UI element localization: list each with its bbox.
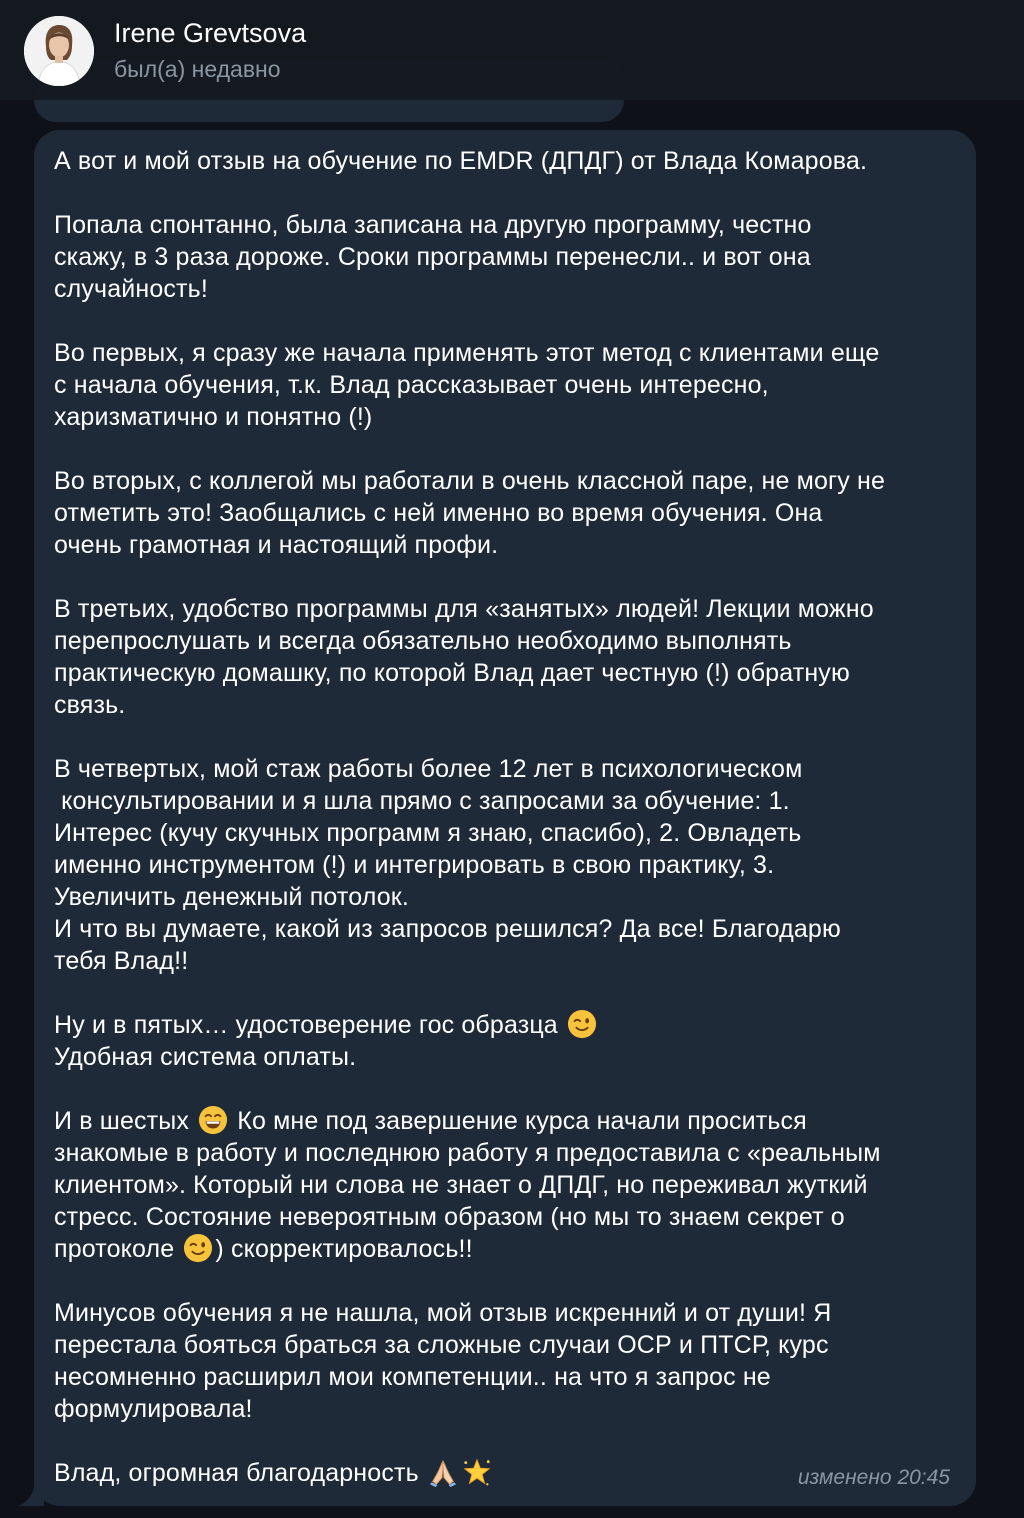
paragraph-8: И в шестых xyxy=(54,1107,190,1135)
edited-label: изменено xyxy=(797,1466,892,1489)
paragraph-10: Влад, огромная благодарность xyxy=(54,1459,419,1487)
paragraph-2: Попала спонтанно, была записана на другую программу, честно скажу, в 3 раза дороже. Сроки программы перенесли.. и вот она случайность! xyxy=(54,211,812,303)
message-bubble[interactable] xyxy=(34,130,976,1506)
paragraph-8-end: ) скорректировалось!! xyxy=(215,1235,473,1263)
paragraph-1: А вот и мой отзыв на обучение по EMDR (ДПДГ) от Влада Комарова. xyxy=(54,147,868,175)
avatar-photo xyxy=(24,16,94,86)
paragraph-3: Во первых, я сразу же начала применять этот метод с клиентами еще с начала обучения, т.к. Влад рассказывает очень интересно, харизматично и понятно (!) xyxy=(54,339,880,431)
chat-header xyxy=(0,0,1024,100)
message-text[interactable] xyxy=(54,145,954,1489)
beaming-face-icon xyxy=(198,1105,228,1135)
paragraph-6: В четвертых, мой стаж работы более 12 лет в психологическом консультировании и я шла прямо с запросами за обучение: 1. Интерес (кучу скучных программ я знаю, спасибо), 2. Овладеть именно инструментом (!) и интегрировать в свою практику, 3. Увеличить денежный потолок. И что вы думаете, какой из запросов решился? Да все! Благодарю тебя Влад!! xyxy=(54,755,841,975)
winking-face-icon xyxy=(567,1009,597,1039)
contact-status: был(а) недавно xyxy=(114,56,281,82)
message-time: 20:45 xyxy=(897,1466,950,1489)
contact-name[interactable]: Irene Grevtsova xyxy=(114,18,307,48)
folded-hands-icon xyxy=(428,1457,458,1487)
paragraph-8-middle: Ко мне под завершение курса начали проситься знакомые в работу и последнюю работу я предоставила с «реальным клиентом». Который ни слова не знает о ДПДГ, но переживал жуткий стресс. Состояние невероятным образом (но мы то знаем секрет о протоколе xyxy=(54,1107,881,1263)
message-meta xyxy=(798,1466,950,1490)
paragraph-9: Минусов обучения я не нашла, мой отзыв искренний и от души! Я перестала бояться браться за сложные случаи ОСР и ПТСР, курс несомненно расширил мои компетенции.. на что я запрос не формулировала! xyxy=(54,1299,832,1423)
glowing-star-icon xyxy=(462,1457,492,1487)
paragraph-7-rest: Удобная система оплаты. xyxy=(54,1043,357,1071)
paragraph-7: Ну и в пятых… удостоверение гос образца xyxy=(54,1011,558,1039)
paragraph-4: Во вторых, с коллегой мы работали в очень классной паре, не могу не отметить это! Заобщались с ней именно во время обучения. Она очень грамотная и настоящий профи. xyxy=(54,467,886,559)
avatar[interactable] xyxy=(24,16,94,86)
winking-face-icon xyxy=(183,1233,213,1263)
paragraph-5: В третьих, удобство программы для «занятых» людей! Лекции можно перепрослушать и всегда обязательно необходимо выполнять практическую домашку, по которой Влад дает честную (!) обратную связь. xyxy=(54,595,874,719)
